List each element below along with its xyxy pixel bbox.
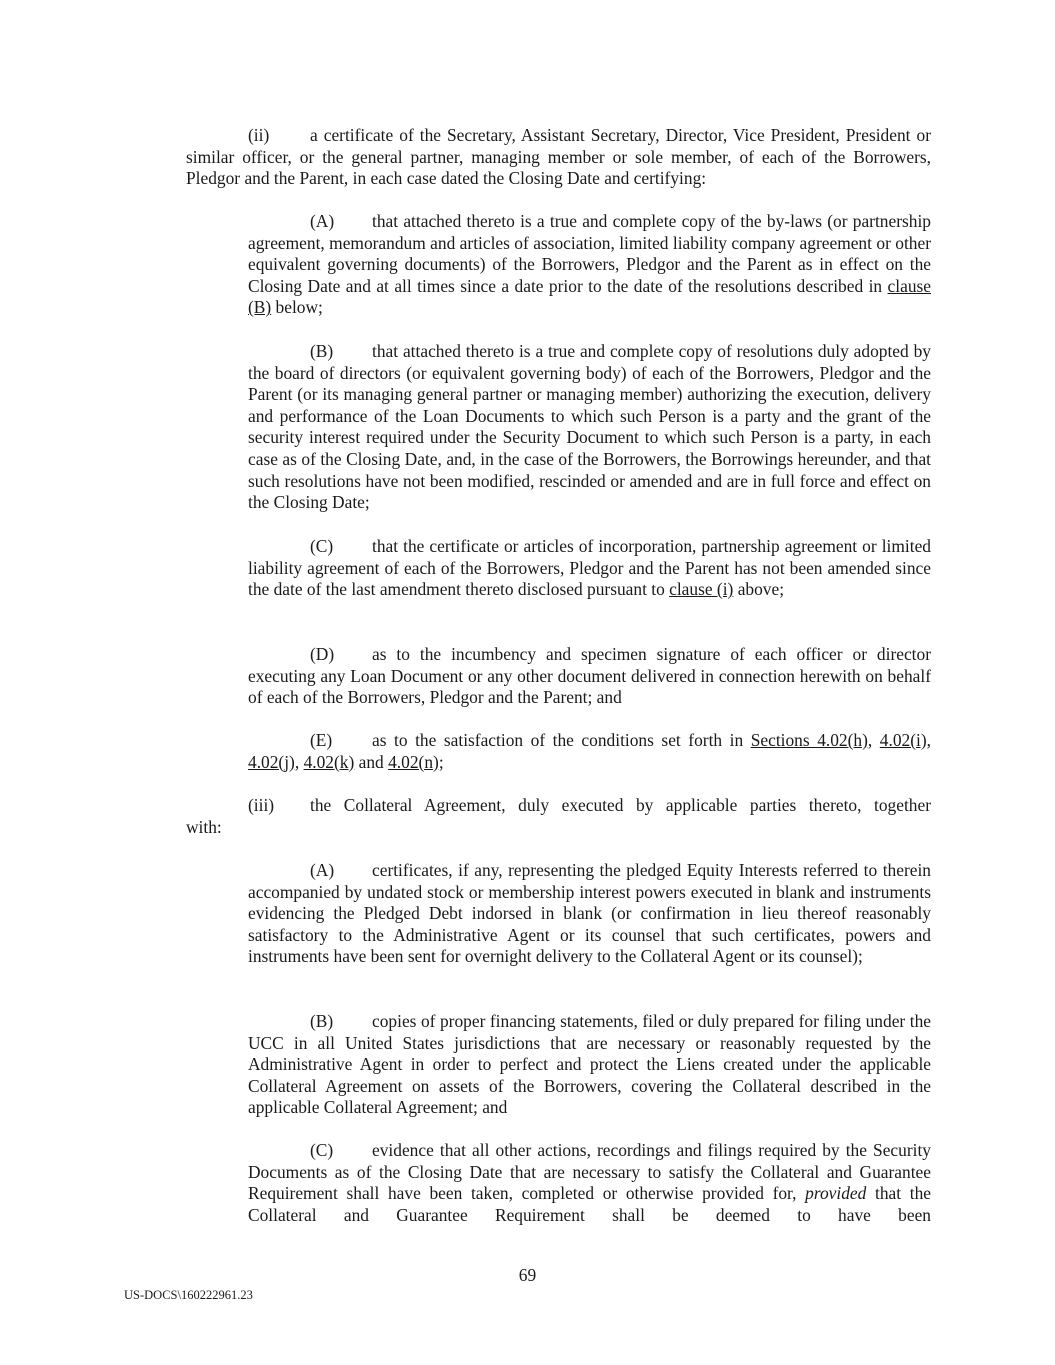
text-iii-continuation: with: — [186, 816, 222, 837]
label-ii-c: (C) — [310, 536, 334, 556]
section-4-02-j-reference: 4.02(j) — [248, 751, 295, 772]
text-iii-b: copies of proper financing statements, filed or duly prepared for filing under the UCC in all United States jurisdictions that are necessary or reasonably requested by the Administrative Agent in order to perfect and protect the Liens created under the applicable Collateral Agreement on assets of the Borrowers, covering the Collateral described in the applicable Collateral Agreement; and — [248, 1011, 931, 1118]
paragraph-ii-b — [248, 341, 931, 514]
provided-italic: provided — [805, 1183, 867, 1204]
page-number: 69 — [518, 1265, 537, 1285]
section-4-02-h-reference: Sections 4.02(h) — [750, 730, 868, 750]
paragraph-ii-e: (E) as to the satisfaction of the conditions set forth in Sections 4.02(h), 4.02(i), 4.02(j), 4.02(k) and 4.02(n); — [248, 730, 931, 772]
text-iii-a: certificates, if any, representing the pledged Equity Interests referred to therein accompanied by undated stock or membership interest powers executed in blank and instruments evidencing the Pledged Debt indorsed in blank (or confirmation in lieu thereof reasonably satisfactory to the Administrative Agent or its counsel that such certificates, powers and instruments have been sent for overnight delivery to the Collateral Agent or its counsel); — [248, 860, 931, 967]
text-iii-c: evidence that all other actions, recordings and filings required by the Security Documents as of the Closing Date that are necessary to satisfy the Collateral and Guarantee Requirement shall have been taken, completed or otherwise provided for, — [248, 1140, 931, 1204]
document-id: US-DOCS\160222961.23 — [124, 1288, 253, 1302]
text-ii-e: as to the satisfaction of the conditions set forth in — [372, 730, 751, 750]
label-iii: (iii) — [248, 795, 275, 815]
paragraph-ii — [186, 125, 931, 190]
clause-b-reference: clause (B) — [248, 275, 931, 318]
paragraph-iii-a — [248, 860, 931, 968]
section-4-02-n-reference: 4.02(n) — [388, 751, 439, 772]
paragraph-ii-d — [248, 644, 931, 709]
text-iii: the Collateral Agreement, duly executed by applicable parties thereto, together — [310, 795, 931, 815]
text-ii-d: as to the incumbency and specimen signature of each officer or director executing any Loan Document or any other document delivered in connection herewith on behalf of each of the Borrowers, Pledgor and the Parent; and — [248, 644, 931, 708]
paragraph-ii-a: (A) that attached thereto is a true and complete copy of the by-laws (or partnership agreement, memorandum and articles of association, limited liability company agreement or other equivalent governing documents) of the Borrowers, Pledgor and the Parent as in effect on the Closing Date and at all times since a date prior to the date of the resolutions described in clause (B) below; — [248, 211, 931, 318]
text-ii-a: that attached thereto is a true and complete copy of the by-laws (or partnership agreement, memorandum and articles of association, limited liability company agreement or other equivalent governing documents) of the Borrowers, Pledgor and the Parent as in effect on the Closing Date and at all times since a date prior to the date of the resolutions described in — [248, 211, 931, 296]
label-ii-e: (E) — [310, 730, 333, 750]
clause-i-reference: clause (i) — [669, 579, 734, 600]
paragraph-iii-b — [248, 1011, 931, 1119]
section-4-02-i-reference: 4.02(i), — [879, 730, 931, 750]
text-ii-c: that the certificate or articles of incorporation, partnership agreement or limited liability agreement of each of the Borrowers, Pledgor and the Parent has not been amended since the date of the last amendment thereto disclosed pursuant to — [248, 536, 931, 600]
label-ii: (ii) — [248, 125, 270, 145]
paragraph-iii-c: (C) evidence that all other actions, recordings and filings required by the Security Documents as of the Closing Date that are necessary to satisfy the Collateral and Guarantee Requirement shall have been taken, completed or otherwise provided for, provided that the Collateral and Guarantee Requirement shall be deemed to have been — [248, 1140, 931, 1225]
paragraph-iii — [186, 795, 931, 838]
label-ii-b: (B) — [310, 341, 334, 361]
label-iii-c: (C) — [310, 1140, 334, 1160]
paragraph-ii-c: (C) that the certificate or articles of incorporation, partnership agreement or limited liability agreement of each of the Borrowers, Pledgor and the Parent has not been amended since the date of the last amendment thereto disclosed pursuant to clause (i) above; — [248, 536, 931, 600]
label-iii-a: (A) — [310, 860, 335, 880]
text-ii: a certificate of the Secretary, Assistant Secretary, Director, Vice President, President or similar officer, or the general partner, managing member or sole member, of each of the Borrowers, Pledgor and the Parent, in each case dated the Closing Date and certifying: — [186, 125, 931, 189]
label-ii-d: (D) — [310, 644, 335, 664]
section-4-02-k-reference: 4.02(k) — [303, 751, 355, 772]
text-ii-b: that attached thereto is a true and complete copy of resolutions duly adopted by the board of directors (or equivalent governing body) of each of the Borrowers, Pledgor and the Parent (or its managing general partner or managing member) authorizing the execution, delivery and performance of the Loan Documents to which such Person is a party and the grant of the security interest required under the Security Document to which such Person is a party, in each case as of the Closing Date, and, in the case of the Borrowers, the Borrowings hereunder, and that such resolutions have not been modified, rescinded or amended and are in full force and effect on the Closing Date; — [248, 341, 931, 513]
label-ii-a: (A) — [310, 211, 335, 231]
label-iii-b: (B) — [310, 1011, 334, 1031]
